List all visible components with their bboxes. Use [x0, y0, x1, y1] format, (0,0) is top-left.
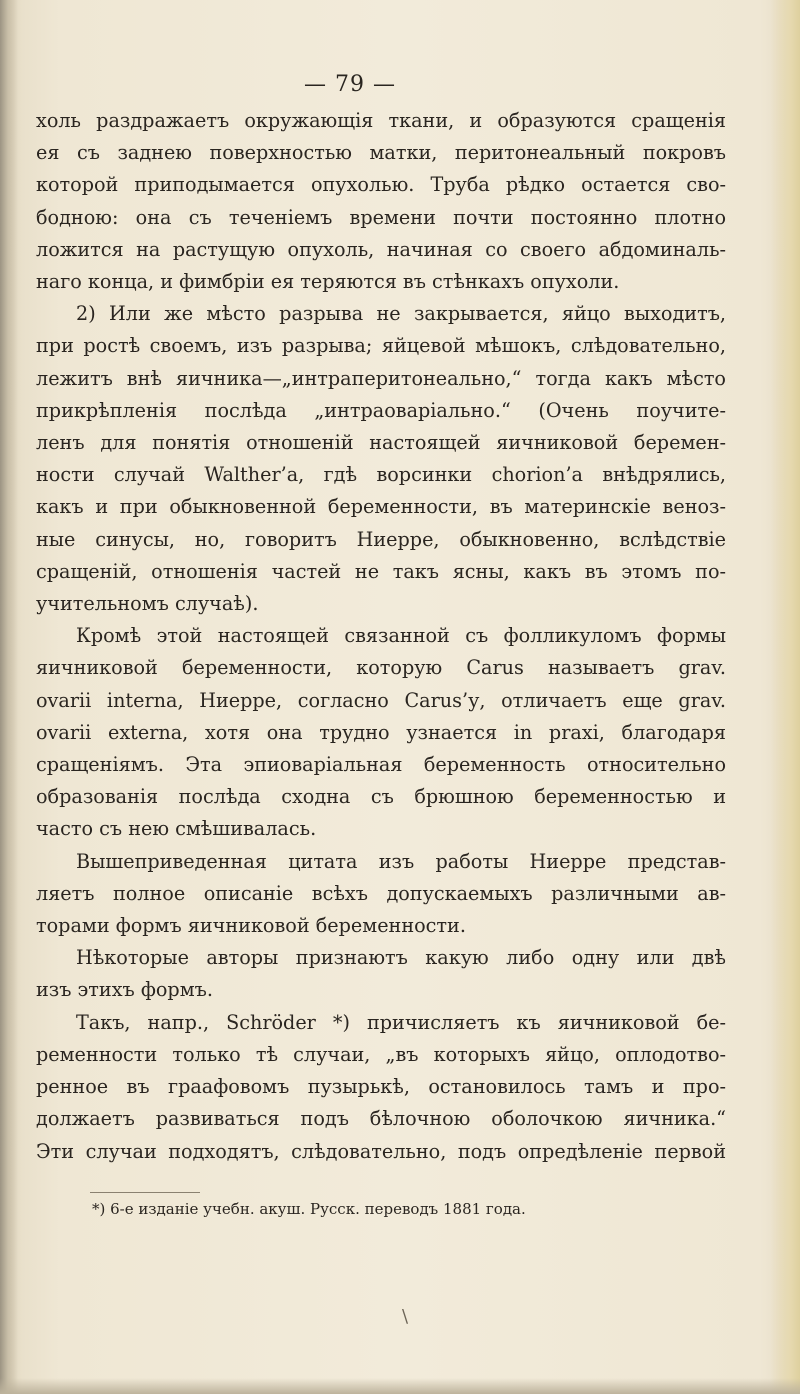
text-line: Вышеприведенная цитата изъ работы Hиерре представ-	[76, 849, 726, 873]
text-line: ляетъ полное описаніе всѣхъ допускаемыхъ различными ав-	[36, 881, 726, 905]
text-line: ея съ заднею поверхностью матки, перитонеальный покровъ	[36, 141, 726, 165]
text-line: которой приподымается опухолью. Труба рѣдко остается сво-	[36, 173, 726, 197]
page-binding-shadow	[0, 0, 18, 1394]
text-line: Кромѣ этой настоящей связанной съ фолликуломъ формы	[76, 624, 726, 648]
text-line: торами формъ яичниковой беременности.	[36, 914, 466, 938]
text-line: сращеніямъ. Эта эпиоваріальная беременность относительно	[36, 753, 726, 777]
text-line: яичниковой беременности, которую Carus называетъ grav.	[36, 656, 726, 680]
text-line: лежитъ внѣ яичника—„интраперитонеально,“ тогда какъ мѣсто	[36, 366, 726, 390]
text-line: наго конца, и фимбріи ея теряются въ стѣнкахъ опухоли.	[36, 270, 620, 294]
text-line: должаетъ развиваться подъ бѣлочною оболочкою яичника.“	[36, 1107, 726, 1131]
text-line: Эти случаи подходятъ, слѣдовательно, подъ опредѣленіе первой	[36, 1139, 726, 1163]
text-line: прикрѣпленія послѣда „интраоваріально.“ (Очень поучите-	[36, 398, 726, 422]
text-line: ленъ для понятія отношеній настоящей яичниковой беремен-	[36, 431, 726, 455]
text-line: 2) Или же мѣсто разрыва не закрывается, яйцо выходитъ,	[76, 302, 726, 326]
text-line: бодною: она съ теченіемъ времени почти постоянно плотно	[36, 205, 726, 229]
text-line: ные синусы, но, говоритъ Hиерре, обыкновенно, вслѣдствіе	[36, 527, 726, 551]
text-line: какъ и при обыкновенной беременности, въ материнскіе веноз-	[36, 495, 726, 519]
text-line: холь раздражаетъ окружающія ткани, и образуются сращенія	[36, 109, 726, 132]
text-line: часто съ нею смѣшивалась.	[36, 817, 317, 841]
text-line: ovarii interna, Hиерре, согласно Carus’у, отличаетъ еще grav.	[36, 688, 726, 712]
text-line: образованія послѣда сходна съ брюшною беременностью и	[36, 785, 726, 809]
footnote: *) 6-е изданіе учебн. акуш. Русск. переводъ 1881 года.	[92, 1200, 526, 1218]
page-bottom-shadow	[0, 1378, 800, 1394]
page-number: — 79 —	[304, 72, 396, 97]
text-line: ременности только тѣ случаи, „въ которыхъ яйцо, оплодотво-	[36, 1042, 726, 1066]
text-line: при ростѣ своемъ, изъ разрыва; яйцевой мѣшокъ, слѣдовательно,	[36, 334, 726, 358]
text-line: ности случай Walther’а, гдѣ ворсинки chorion’а внѣдрялись,	[36, 463, 726, 487]
text-line: Такъ, напр., Schröder *) причисляетъ къ яичниковой бе-	[76, 1010, 726, 1034]
page-edge-stain	[770, 0, 800, 1394]
text-line: изъ этихъ формъ.	[36, 978, 213, 1002]
text-line: ovarii externa, хотя она трудно узнается in praxi, благодаря	[36, 720, 726, 744]
text-line: учительномъ случаѣ).	[36, 592, 259, 616]
stray-ink-mark: \	[402, 1306, 409, 1327]
footnote-divider	[90, 1192, 200, 1193]
text-line: Нѣкоторые авторы признаютъ какую либо одну или двѣ	[76, 946, 726, 970]
body-text	[36, 105, 726, 1168]
text-line: сращеній, отношенія частей не такъ ясны, какъ въ этомъ по-	[36, 559, 726, 583]
text-line: ложится на растущую опухоль, начиная со своего абдоминаль-	[36, 237, 726, 261]
text-line: ренное въ граафовомъ пузырькѣ, остановилось тамъ и про-	[36, 1075, 726, 1099]
